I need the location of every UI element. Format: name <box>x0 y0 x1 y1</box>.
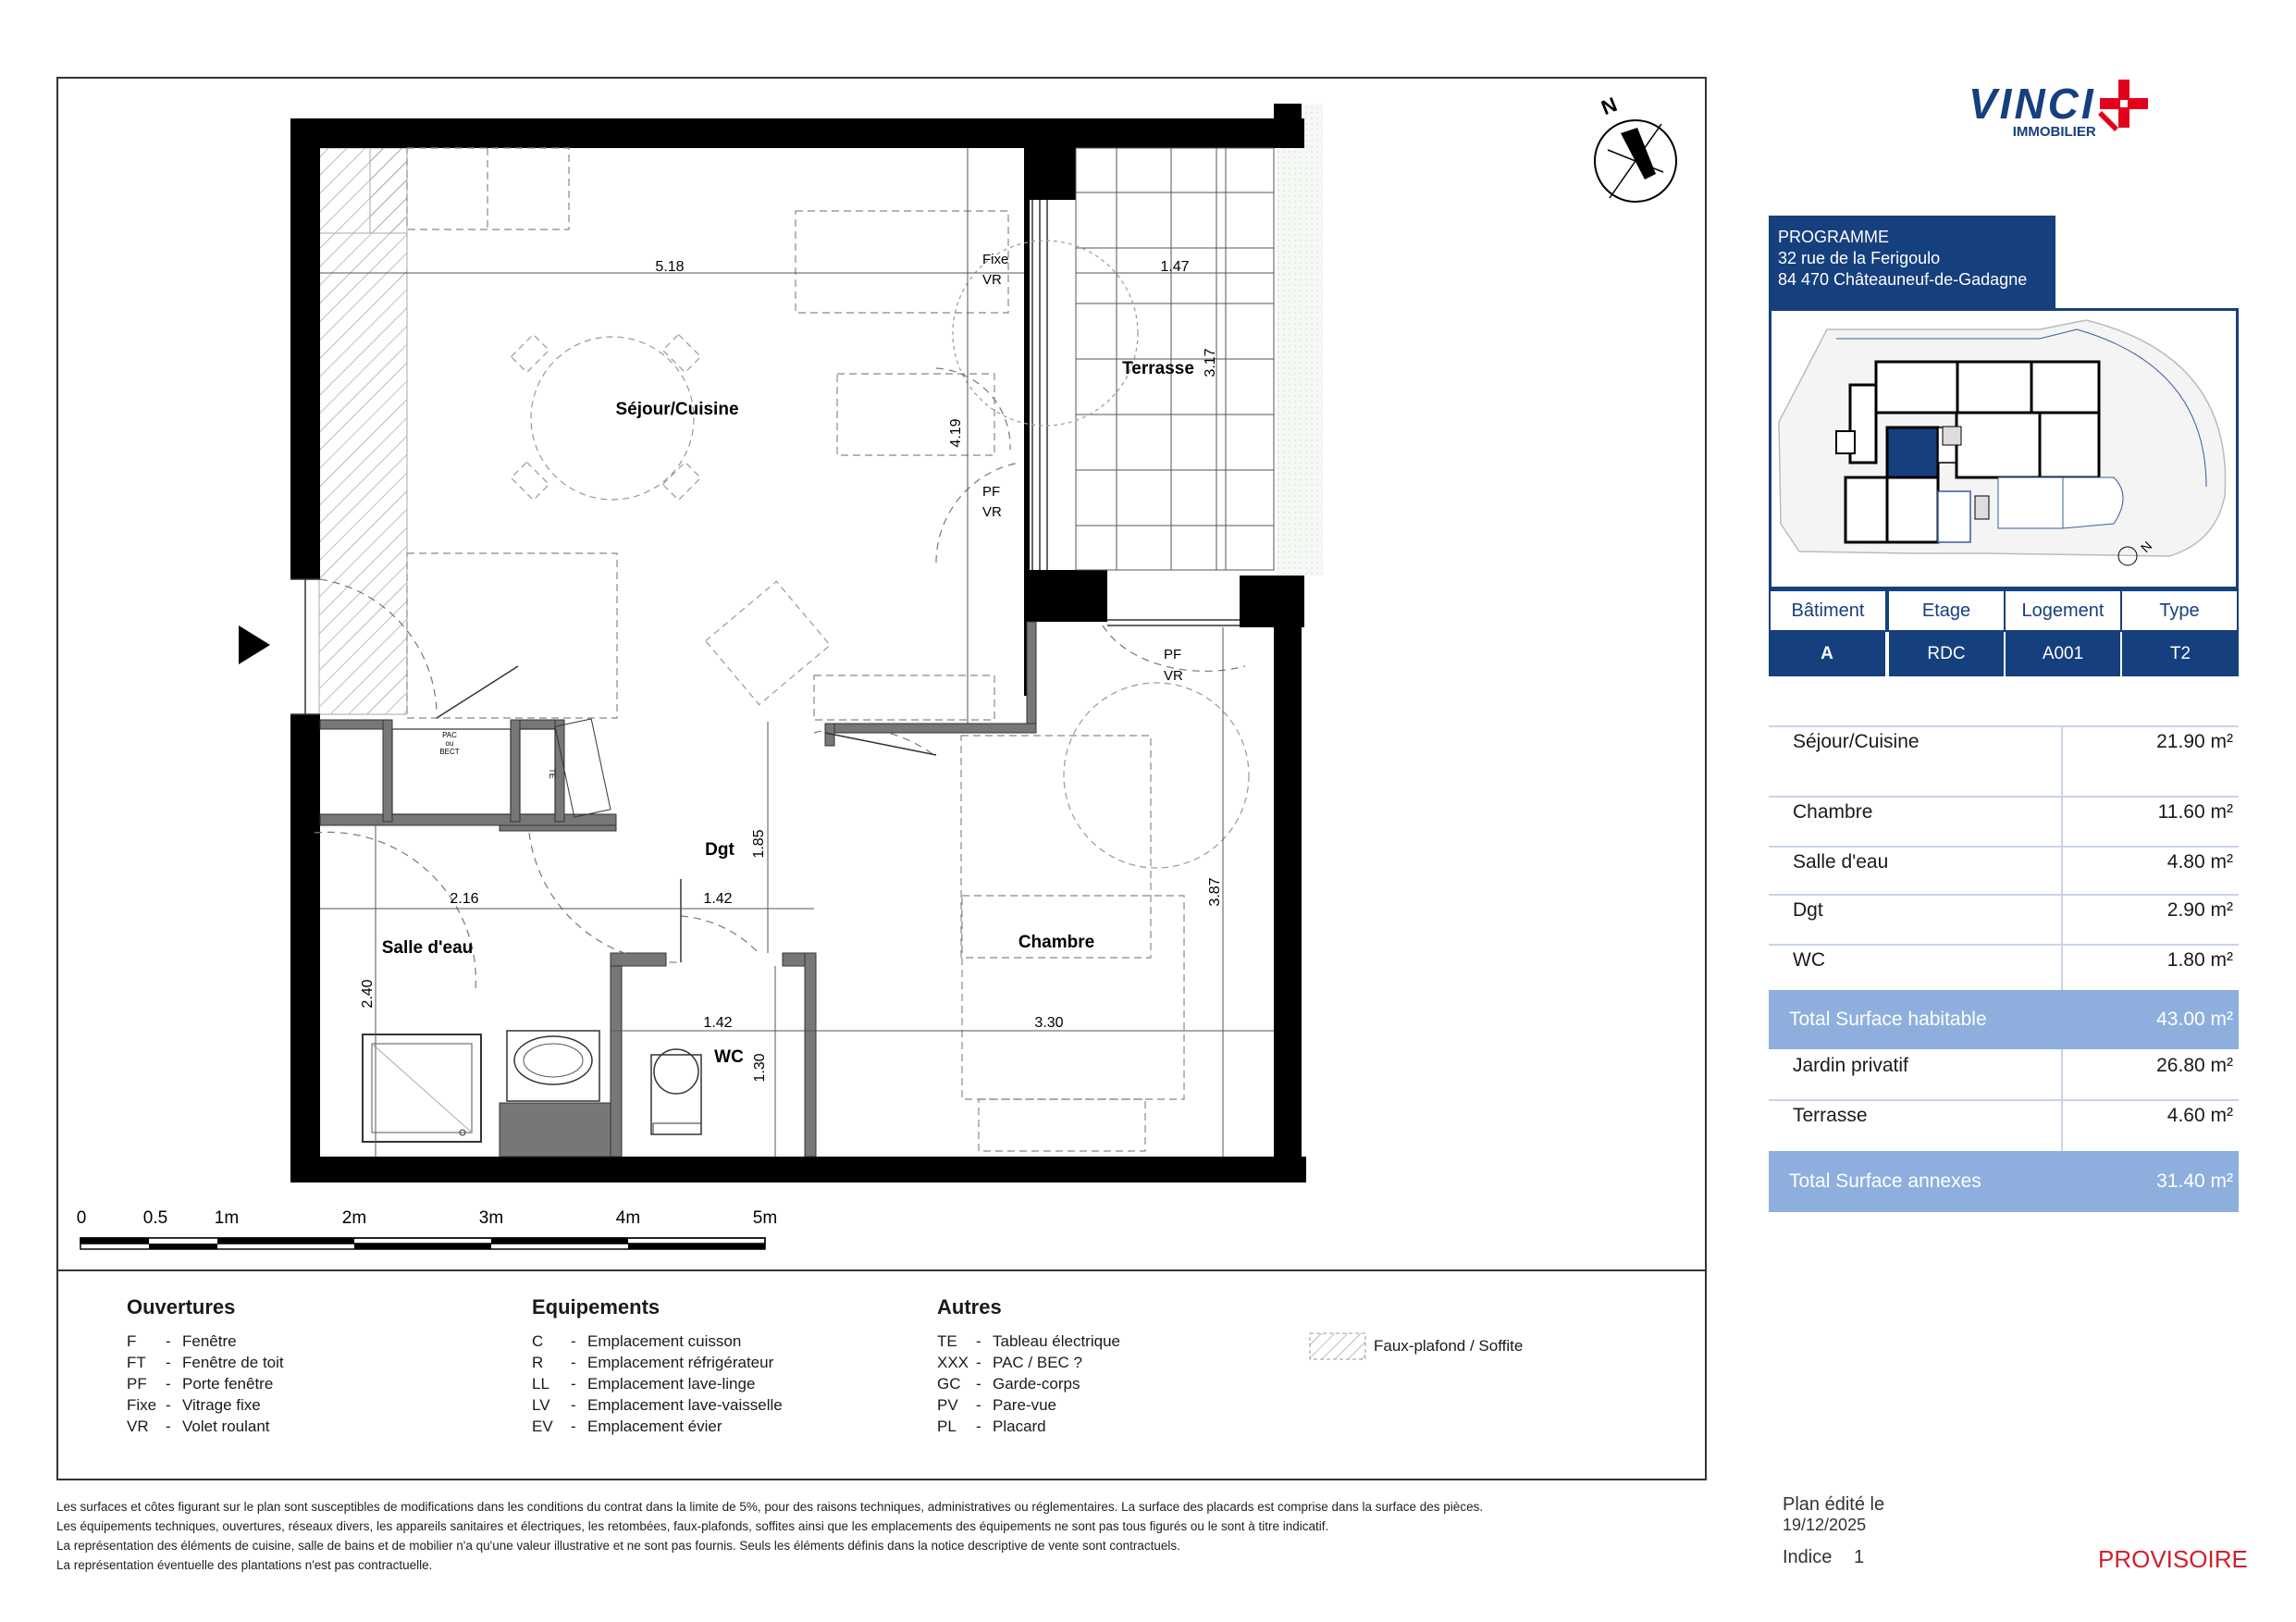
vinci-logo <box>1969 81 2154 142</box>
legend-label: Vitrage fixe <box>182 1396 261 1414</box>
scale-bar <box>80 1238 765 1249</box>
info-header: Bâtiment <box>1769 589 1887 632</box>
area-name: WC <box>1793 949 1825 971</box>
site-map-drawing <box>1771 311 2236 587</box>
site-map <box>1769 308 2239 589</box>
area-row <box>1769 1049 2239 1099</box>
dim-terrasse-depth: 3.17 <box>1203 348 1218 378</box>
legend-ouvertures: Ouvertures F - Fenêtre FT - Fenêtre de toit PF - Porte fenêtre Fixe - Vitrage fixe VR - Volet roulant <box>127 1295 284 1435</box>
legend-autres: Autres TE - Tableau électrique XXX - PAC / BEC ? GC - Garde-corps PV - Pare-vue PL - Placard <box>937 1295 1120 1435</box>
opening-vr: VR <box>982 504 1002 520</box>
dim-terrasse-width: 1.47 <box>1160 259 1190 275</box>
legend-faux-plafond <box>1309 1332 1523 1360</box>
legend-label: Porte fenêtre <box>182 1375 274 1393</box>
programme-address-line: 84 470 Châteauneuf-de-Gadagne <box>1778 270 2028 289</box>
area-value: 4.80 m² <box>2166 851 2233 873</box>
area-value: 26.80 m² <box>2156 1055 2233 1076</box>
scale-label: 1m <box>214 1208 240 1228</box>
legend-code: XXX <box>937 1354 969 1371</box>
edition-info <box>1783 1494 1884 1535</box>
legend-code: PV <box>937 1396 958 1414</box>
opening-vr: VR <box>982 272 1002 288</box>
outer-walls <box>290 104 1306 1182</box>
legend-code: EV <box>532 1418 553 1435</box>
footnote-line: Les équipements techniques, ouvertures, réseaux divers, les appareils sanitaires et électriques, les retombées, faux-plafonds, soffites ainsi que les emplacements des équipements ne sont pas tous figurés ou le sont à titre indicatif. <box>56 1519 1329 1533</box>
room-label-wc: WC <box>714 1047 744 1067</box>
legend-code: LL <box>532 1375 549 1393</box>
legend-code: LV <box>532 1396 550 1414</box>
area-name: Terrasse <box>1793 1105 1868 1126</box>
pac-label: PAC <box>442 731 457 739</box>
legend-code: VR <box>127 1418 149 1435</box>
logo-text: VINCI <box>1969 80 2096 128</box>
legend-divider <box>56 1269 1707 1271</box>
opening-pf: PF <box>982 484 1001 500</box>
faux-plafond-zone <box>319 233 407 714</box>
area-row <box>1769 796 2239 846</box>
dim-wc-width: 1.42 <box>703 1015 733 1031</box>
total-value: 43.00 m² <box>2156 1009 2233 1030</box>
furniture <box>407 148 1184 1151</box>
programme-address-line: 32 rue de la Ferigoulo <box>1778 249 1941 267</box>
area-value: 2.90 m² <box>2166 899 2233 921</box>
pac-label: BECT <box>439 748 460 756</box>
legend-code: Fixe <box>127 1396 157 1414</box>
opening-vr: VR <box>1164 668 1183 684</box>
total-name: Total Surface annexes <box>1789 1170 1981 1192</box>
te-label: TE <box>548 768 557 779</box>
dim-sejour-width: 5.18 <box>655 259 685 275</box>
scale-label: 5m <box>752 1208 778 1228</box>
total-name: Total Surface habitable <box>1789 1009 1987 1030</box>
dim-sde-depth: 2.40 <box>360 979 376 1009</box>
svg-text:N: N <box>2137 538 2155 556</box>
area-name: Dgt <box>1793 899 1823 921</box>
indice <box>1783 1547 1864 1568</box>
footnote-line: La représentation des éléments de cuisine, salle de bains et de mobilier n'a qu'une valeur illustrative et ne sont pas fournis. Seuls les éléments définis dans la notice descriptive de vente sont contractuels. <box>56 1539 1180 1553</box>
legend-label: Placard <box>993 1418 1046 1435</box>
info-value-logement: A001 <box>2004 632 2120 676</box>
pac-label: ou <box>445 739 454 748</box>
legend-code: R <box>532 1354 544 1371</box>
status-badge: PROVISOIRE <box>2098 1545 2248 1573</box>
compass-label: N <box>1598 93 1621 120</box>
area-value: 11.60 m² <box>2157 801 2233 823</box>
dim-chambre-depth: 3.87 <box>1207 877 1223 907</box>
vinci-logo-icon <box>2098 78 2154 142</box>
legend-label: PAC / BEC ? <box>993 1354 1082 1371</box>
hatch-swatch-icon <box>1309 1332 1366 1360</box>
area-row <box>1769 1099 2239 1151</box>
footnote-line: Les surfaces et côtes figurant sur le plan sont susceptibles de modifications dans les conditions du contrat dans la limite de 5%, pour des raisons techniques, administratives ou réglementaires. La surface des placards est comprise dans la surface des pièces. <box>56 1500 1484 1514</box>
legend-label: Emplacement lave-linge <box>587 1375 756 1393</box>
logo-subtext: IMMOBILIER <box>2012 124 2096 140</box>
total-value: 31.40 m² <box>2156 1170 2233 1192</box>
area-row <box>1769 846 2239 894</box>
programme-box <box>1769 216 2055 308</box>
legend-label: Emplacement évier <box>587 1418 722 1435</box>
edition-label: Plan édité le <box>1783 1494 1885 1515</box>
area-row <box>1769 944 2239 990</box>
scale-label: 0.5 <box>142 1208 168 1228</box>
legend-code: GC <box>937 1375 961 1393</box>
legend-code: C <box>532 1332 544 1350</box>
total-habitable <box>1769 990 2239 1049</box>
area-name: Chambre <box>1793 801 1873 823</box>
legend-code: PF <box>127 1375 147 1393</box>
room-label-sejour: Séjour/Cuisine <box>615 400 739 419</box>
legend-title: Equipements <box>532 1295 660 1319</box>
interior-walls <box>320 622 1036 1157</box>
legend-label: Faux-plafond / Soffite <box>1374 1337 1524 1355</box>
scale-label: 3m <box>478 1208 504 1228</box>
legend-label: Garde-corps <box>993 1375 1080 1393</box>
legend-label: Emplacement réfrigérateur <box>587 1354 774 1371</box>
dim-dgt-depth: 1.85 <box>751 829 767 859</box>
room-label-dgt: Dgt <box>705 840 734 860</box>
info-header: Type <box>2120 589 2239 632</box>
opening-pf: PF <box>1164 647 1182 662</box>
area-name: Jardin privatif <box>1793 1055 1908 1076</box>
info-value-type: T2 <box>2120 632 2239 676</box>
area-value: 1.80 m² <box>2166 949 2233 971</box>
dim-wc-depth: 1.30 <box>752 1053 768 1083</box>
opening-fixe: Fixe <box>982 252 1009 267</box>
programme-title: PROGRAMME <box>1778 228 1890 246</box>
total-annexes <box>1769 1151 2239 1212</box>
legend-label: Fenêtre de toit <box>182 1354 284 1371</box>
room-label-salle-eau: Salle d'eau <box>381 938 474 958</box>
legend-label: Emplacement cuisson <box>587 1332 742 1350</box>
edition-date: 19/12/2025 <box>1783 1516 1867 1534</box>
dining-table <box>511 241 1249 868</box>
legend-label: Emplacement lave-vaisselle <box>587 1396 783 1414</box>
footnote-line: La représentation éventuelle des plantations n'est pas contractuelle. <box>56 1558 433 1572</box>
footnotes <box>56 1497 1712 1575</box>
legend-label: Tableau électrique <box>993 1332 1120 1350</box>
legend-title: Ouvertures <box>127 1295 236 1319</box>
area-row <box>1769 725 2239 796</box>
scale-label: 4m <box>615 1208 641 1228</box>
legend-equipements: Equipements C - Emplacement cuisson R - Emplacement réfrigérateur LL - Emplacement lave-linge LV - Emplacement lave-vaisselle EV - Emplacement évier <box>532 1295 783 1435</box>
entrance-arrow <box>239 625 270 664</box>
scale-label: 2m <box>341 1208 367 1228</box>
dim-sejour-depth: 4.19 <box>948 418 964 448</box>
legend-label: Volet roulant <box>182 1418 270 1435</box>
area-name: Séjour/Cuisine <box>1793 731 1920 752</box>
dim-sde-width: 2.16 <box>450 891 479 907</box>
info-value-etage: RDC <box>1887 632 2004 676</box>
room-label-terrasse: Terrasse <box>1122 359 1194 378</box>
info-header: Etage <box>1887 589 2006 632</box>
dim-chambre-width: 3.30 <box>1034 1015 1064 1031</box>
legend-code: PL <box>937 1418 957 1435</box>
legend-code: F <box>127 1332 137 1350</box>
area-value: 4.60 m² <box>2166 1105 2233 1126</box>
area-row <box>1769 894 2239 944</box>
legend-code: TE <box>937 1332 957 1350</box>
indice-value: 1 <box>1853 1547 1865 1567</box>
info-value-batiment: A <box>1769 632 1885 676</box>
compass-icon <box>1595 120 1676 202</box>
indice-label: Indice <box>1783 1547 1833 1567</box>
area-name: Salle d'eau <box>1793 851 1889 873</box>
legend-title: Autres <box>937 1295 1002 1319</box>
scale-label: 0 <box>76 1208 87 1228</box>
room-label-chambre: Chambre <box>1018 933 1095 952</box>
legend-label: Pare-vue <box>993 1396 1056 1414</box>
legend-code: FT <box>127 1354 146 1371</box>
legend-label: Fenêtre <box>182 1332 237 1350</box>
dim-dgt-width: 1.42 <box>703 891 733 907</box>
area-value: 21.90 m² <box>2156 731 2233 752</box>
info-header: Logement <box>2004 589 2122 632</box>
